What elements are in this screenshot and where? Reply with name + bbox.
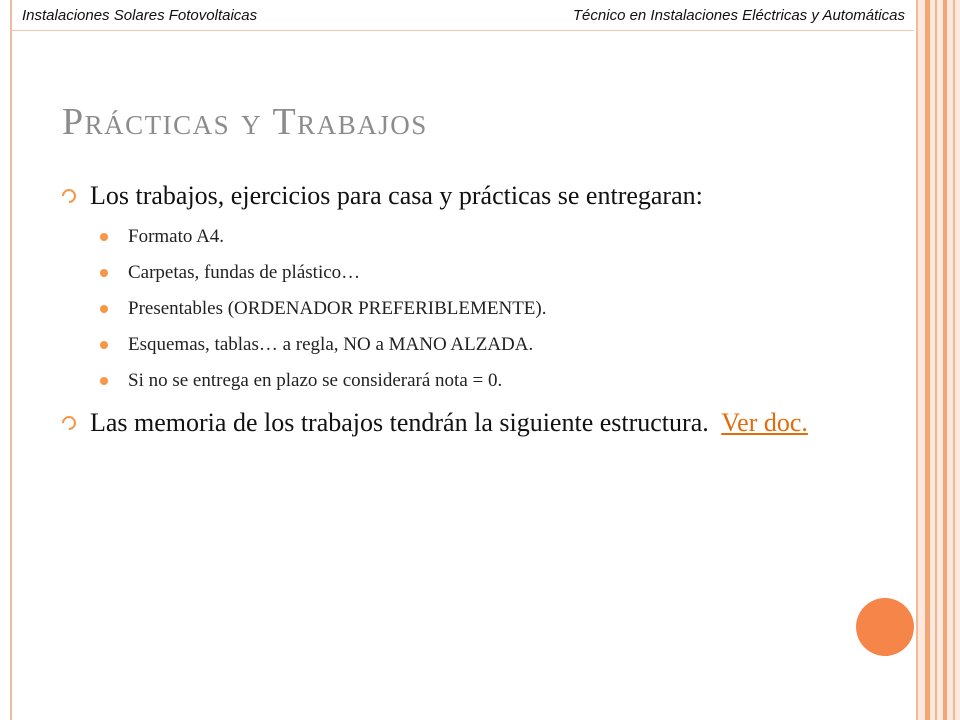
dot-icon [100, 341, 108, 349]
header-divider [10, 30, 914, 31]
right-decorative-stripe [916, 0, 960, 720]
view-document-link[interactable]: Ver doc. [721, 408, 808, 437]
slide-content [62, 178, 880, 440]
list-item: Presentables (ORDENADOR PREFERIBLEMENTE). [62, 297, 880, 321]
header-course-name: Instalaciones Solares Fotovoltaicas [22, 7, 258, 24]
dot-icon [100, 233, 108, 241]
list-item: Carpetas, fundas de plástico… [62, 261, 880, 285]
dot-icon [100, 269, 108, 277]
left-border-line [10, 0, 12, 720]
decorative-circle [856, 598, 914, 656]
bullet-deliverables [62, 178, 880, 213]
dot-icon [100, 377, 108, 385]
header-program-name: Técnico en Instalaciones Eléctricas y Automáticas [572, 7, 905, 24]
list-item: Esquemas, tablas… a regla, NO a MANO ALZADA. [62, 333, 880, 357]
slide-title: Prácticas y Trabajos [62, 101, 428, 143]
deliverable-requirements-list [62, 225, 880, 393]
list-item: Si no se entrega en plazo se considerará nota = 0. [62, 369, 880, 393]
bullet-marker-icon [59, 413, 79, 433]
bullet-text: Las memoria de los trabajos tendrán la siguiente estructura. [90, 408, 709, 437]
bullet-marker-icon [59, 186, 79, 206]
bullet-report-structure [62, 405, 880, 440]
list-item: Formato A4. [62, 225, 880, 249]
bullet-text: Los trabajos, ejercicios para casa y prácticas se entregaran: [90, 181, 703, 210]
dot-icon [100, 305, 108, 313]
